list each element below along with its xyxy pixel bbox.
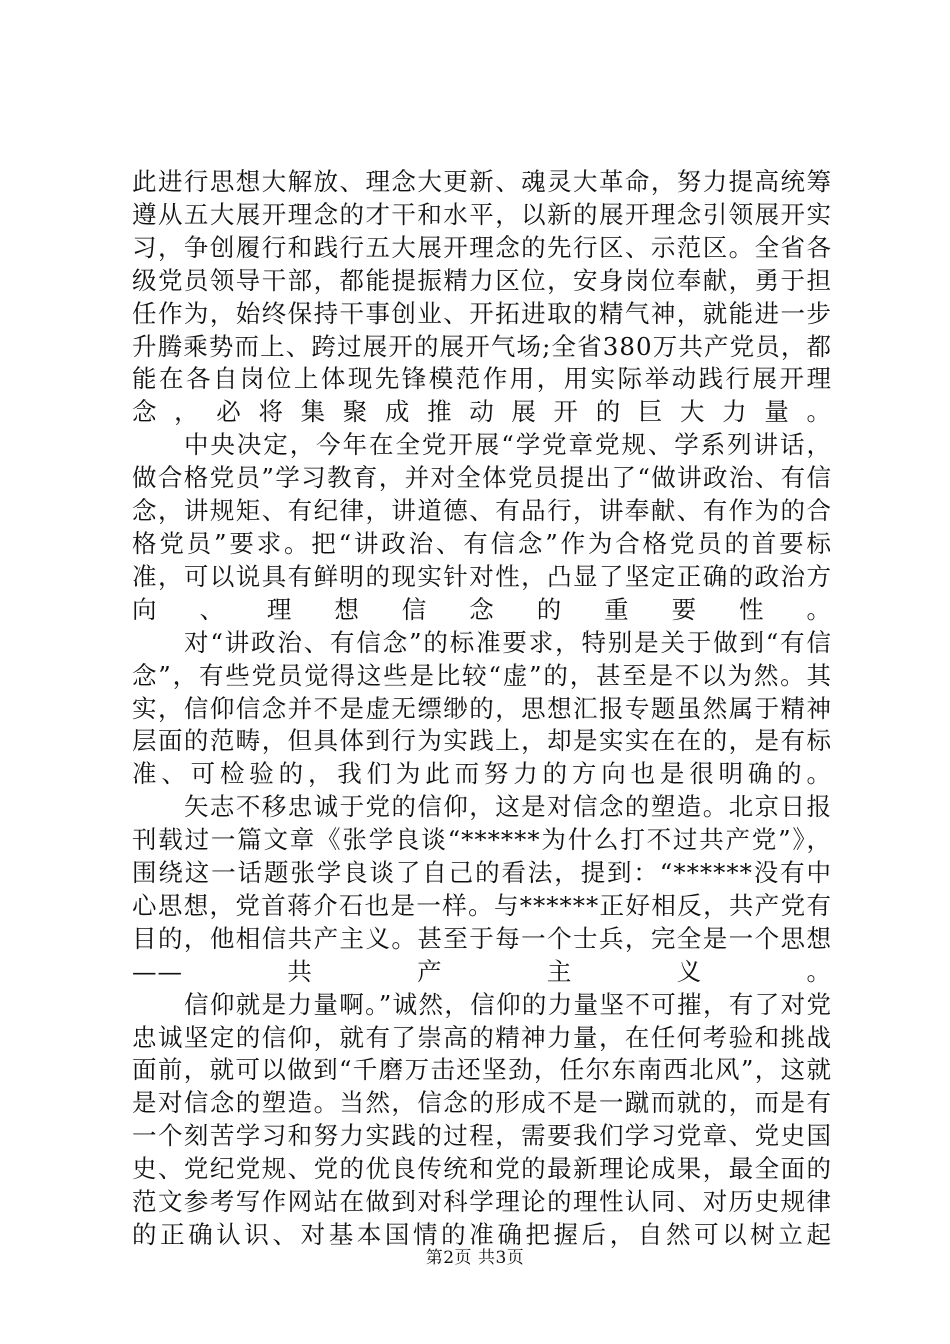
paragraph-4: 矢志不移忠诚于党的信仰，这是对信念的塑造。北京日报刊载过一篇文章《张学良谈“******为什么打不过共产党”》，围绕这一话题张学良谈了自己的看法，提到：“******没有中心思想，党首蒋介石也是一样。与******正好相反，共产党有目的，他相信共产主义。甚至于每一个士兵，完全是一个思想——共产主义。	[132, 792, 832, 986]
paragraph-1: 此进行思想大解放、理念大更新、魂灵大革命，努力提高统筹遵从五大展开理念的才干和水平，以新的展开理念引领展开实习，争创履行和践行五大展开理念的先行区、示范区。全省各级党员领导干部，都能提振精力区位，安身岗位奉献，勇于担任作为，始终保持干事创业、开拓进取的精气神，就能进一步升腾乘势而上、跨过展开的展开气场;全省380万共产党员，都能在各自岗位上体现先锋模范作用，用实际举动践行展开理念，必将集聚成推动展开的巨大力量。	[132, 167, 832, 427]
document-body	[132, 166, 832, 1252]
paragraph-2: 中央决定，今年在全党开展“学党章党规、学系列讲话，做合格党员”学习教育，并对全体党员提出了“做讲政治、有信念，讲规矩、有纪律，讲道德、有品行，讲奉献、有作为的合格党员”要求。把“讲政治、有信念”作为合格党员的首要标准，可以说具有鲜明的现实针对性，凸显了坚定正确的政治方向、理想信念的重要性。	[132, 430, 832, 624]
page-number-footer: 第2页 共3页	[425, 1248, 525, 1268]
paragraph-3: 对“讲政治、有信念”的标准要求，特别是关于做到“有信念”，有些党员觉得这些是比较“虚”的，甚至是不以为然。其实，信仰信念并不是虚无缥缈的，思想汇报专题虽然属于精神层面的范畴，但具体到行为实践上，却是实实在在的，是有标准、可检验的，我们为此而努力的方向也是很明确的。	[132, 627, 832, 789]
paragraph-5: 信仰就是力量啊。”诚然，信仰的力量坚不可摧，有了对党忠诚坚定的信仰，就有了崇高的精神力量，在任何考验和挑战面前，就可以做到“千磨万击还坚劲，任尔东南西北风”，这就是对信念的塑造。当然，信念的形成不是一蹴而就的，而是有一个刻苦学习和努力实践的过程，需要我们学习党章、党史国史、党纪党规、党的优良传统和党的最新理论成果，最全面的范文参考写作网站在做到对科学理论的理性认同、对历史规律的正确认识、对基本国情的准确把握后，自然可以树立起	[132, 989, 832, 1249]
